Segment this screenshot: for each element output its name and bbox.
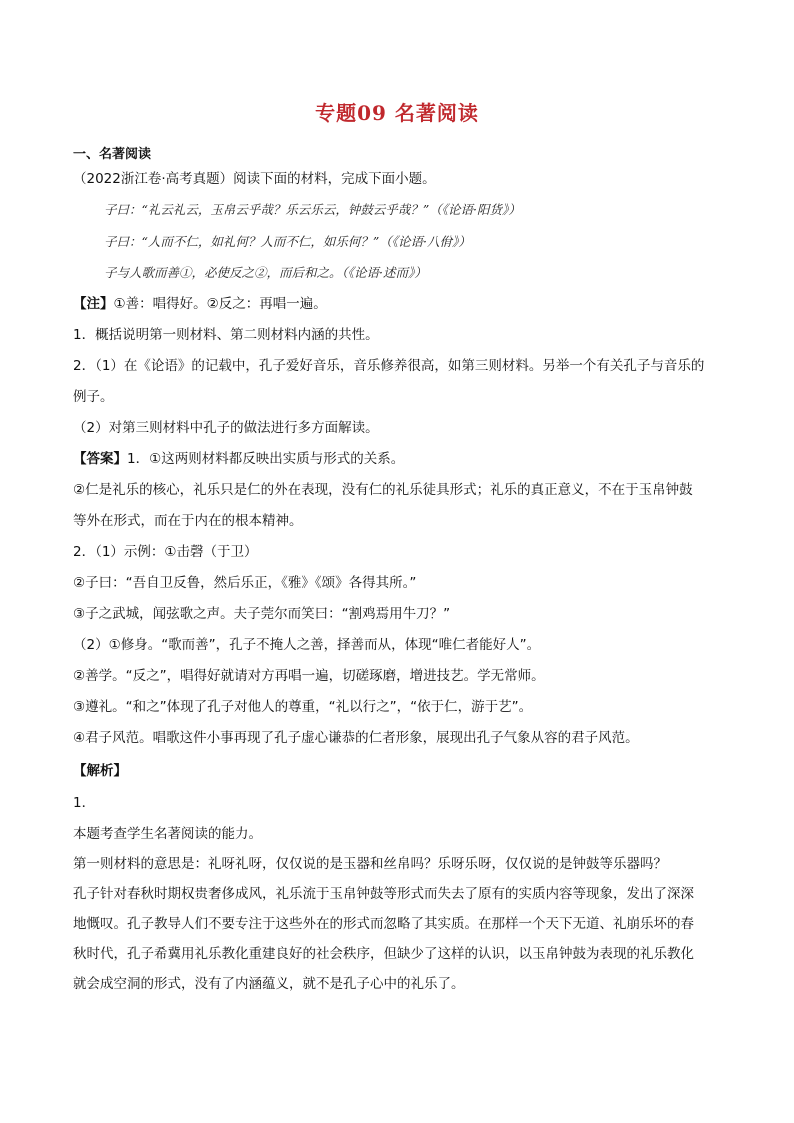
answer-line-5: ③子之武城，闻弦歌之声。夫子莞尔而笑曰：“割鸡焉用牛刀？” <box>73 606 451 622</box>
analysis-number: 1． <box>73 795 96 811</box>
answer-line-9: ④君子风范。唱歌这件小事再现了孔子虚心谦恭的仁者形象，展现出孔子气象从容的君子风范。 <box>73 730 639 746</box>
answer-line-7: ②善学。“反之”，唱得好就请对方再唱一遍，切磋琢磨，增进技艺。学无常师。 <box>73 668 545 684</box>
quote-2: 子曰：“人而不仁，如礼何？人而不仁，如乐何？”（《论语·八佾》） <box>104 234 471 249</box>
answer-line-1 <box>73 450 404 468</box>
answer-line-8: ③遵礼。“和之”体现了孔子对他人的尊重，“礼以行之”，“依于仁，游于艺”。 <box>73 699 533 715</box>
question-2-1: 2．（1）在《论语》的记载中，孔子爱好音乐，音乐修养很高，如第三则材料。另举一个有关孔子与音乐的 <box>73 358 705 374</box>
analysis-line-3: 孔子针对春秋时期权贵奢侈成风，礼乐流于玉帛钟鼓等形式而失去了原有的实质内容等现象，发出了深深 <box>73 886 694 902</box>
question-2-1-cont: 例子。 <box>73 389 114 405</box>
analysis-line-6: 就会成空洞的形式，没有了内涵蕴义，就不是孔子心中的礼乐了。 <box>73 976 465 992</box>
section-heading: 一、名著阅读 <box>73 147 152 162</box>
answer-label: 【答案】 <box>73 451 127 467</box>
answer-line-4: ②子曰：“吾自卫反鲁，然后乐正，《雅》《颂》各得其所。” <box>73 575 417 591</box>
analysis-line-5: 秋时代，孔子希冀用礼乐教化重建良好的社会秩序，但缺少了这样的认识，以玉帛钟鼓为表现的礼乐教化 <box>73 946 694 962</box>
analysis-line-2: 第一则材料的意思是：礼呀礼呀，仅仅说的是玉器和丝帛吗？乐呀乐呀，仅仅说的是钟鼓等乐器吗？ <box>73 856 667 872</box>
analysis-label: 【解析】 <box>73 763 127 779</box>
page-title: 专题09 名著阅读 <box>315 101 479 125</box>
note-label: 【注】 <box>73 296 114 312</box>
answer-line-2: ②仁是礼乐的核心，礼乐只是仁的外在表现，没有仁的礼乐徒具形式；礼乐的真正意义，不在于玉帛钟鼓 <box>73 482 693 498</box>
note-line <box>73 295 327 313</box>
question-1: 1．概括说明第一则材料、第二则材料内涵的共性。 <box>73 327 379 343</box>
question-intro: （2022浙江卷·高考真题）阅读下面的材料，完成下面小题。 <box>73 171 436 187</box>
answer-line-2-cont: 等外在形式，而在于内在的根本精神。 <box>73 513 303 529</box>
answer-line-3: 2．（1）示例：①击磬（于卫） <box>73 544 258 560</box>
quote-1: 子曰：“礼云礼云，玉帛云乎哉？乐云乐云，钟鼓云乎哉？”（《论语·阳货》） <box>104 202 521 217</box>
analysis-line-4: 地慨叹。孔子教导人们不要专注于这些外在的形式而忽略了其实质。在那样一个天下无道、礼崩乐坏的春 <box>73 916 694 932</box>
note-text: ①善：唱得好。②反之：再唱一遍。 <box>113 296 327 312</box>
answer-line-6: （2）①修身。“歌而善”，孔子不掩人之善，择善而从，体现“唯仁者能好人”。 <box>73 637 541 653</box>
analysis-line-1: 本题考查学生名著阅读的能力。 <box>73 826 262 842</box>
answer-text-1: 1．①这两则材料都反映出实质与形式的关系。 <box>127 451 405 467</box>
quote-3: 子与人歌而善①，必使反之②，而后和之。（《论语·述而》） <box>104 265 427 280</box>
question-2-2: （2）对第三则材料中孔子的做法进行多方面解读。 <box>73 420 379 436</box>
